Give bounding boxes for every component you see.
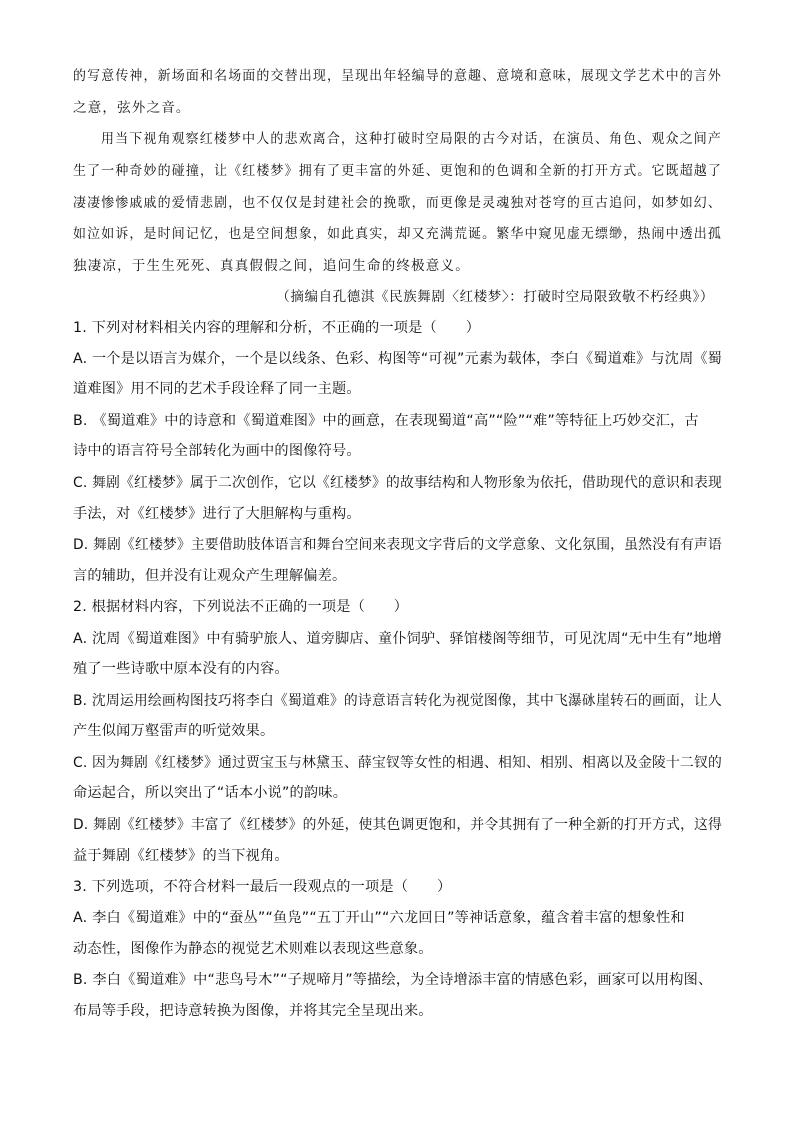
- q2-stem: 2. 根据材料内容，下列说法不正确的一项是（ ）: [73, 599, 409, 615]
- passage-p2-line-2: 生了一种奇妙的碰撞，让《红楼梦》拥有了更丰富的外延、更饱和的色调和全新的打开方式。它既超越了: [73, 163, 723, 179]
- q1-option-b-line-1: B. 《蜀道难》中的诗意和《蜀道难图》中的画意，在表现蜀道“高”“险”“难”等特征上巧妙交汇，古: [73, 413, 699, 429]
- passage-p2-line-4: 如泣如诉，是时间记忆，也是空间想象，如此真实，却又充满荒诞。繁华中窥见虚无缥缈，热闹中透出孤: [73, 226, 723, 242]
- passage-p2-line-5: 独凄凉，于生生死死、真真假假之间，追问生命的终极意义。: [73, 258, 470, 274]
- q1-option-c-line-2: 手法，对《红楼梦》进行了大胆解构与重构。: [73, 506, 361, 522]
- q3-option-b-line-2: 布局等手段，把诗意转换为图像，并将其完全呈现出来。: [73, 1003, 433, 1019]
- passage-p2-line-3: 凄凄惨惨戚戚的爱情悲剧，也不仅仅是封建社会的挽歌，而更像是灵魂独对苍穹的亘古追问，如梦如幻、: [73, 195, 723, 211]
- q2-option-b-line-2: 产生似闻万壑雷声的听觉效果。: [73, 723, 275, 739]
- q2-option-c-line-1: C. 因为舞剧《红楼梦》通过贾宝玉与林黛玉、薛宝钗等女性的相遇、相知、相别、相离以及金陵十二钗的: [73, 755, 723, 771]
- passage-p2-line-1: 用当下视角观察红楼梦中人的悲欢离合，这种打破时空局限的古今对话，在演员、角色、观众之间产: [101, 131, 723, 147]
- passage-p1-line-1: 的写意传神，新场面和名场面的交替出现，呈现出年轻编导的意趣、意境和意味，展现文学艺术中的言外: [73, 68, 723, 84]
- q3-option-a-line-1: A. 李白《蜀道难》中的“蚕丛”“鱼凫”“五丁开山”“六龙回日”等神话意象，蕴含着丰富的想象性和: [73, 910, 685, 926]
- passage-p1-line-2: 之意，弦外之音。: [73, 100, 191, 116]
- q2-option-b-line-1: B. 沈周运用绘画构图技巧将李白《蜀道难》的诗意语言转化为视觉图像，其中飞瀑砯崖转石的画面，让人: [73, 693, 722, 709]
- q1-option-a-line-2: 道难图》用不同的艺术手段诠释了同一主题。: [73, 381, 361, 397]
- q2-option-d-line-1: D. 舞剧《红楼梦》丰富了《红楼梦》的外延，使其色调更饱和，并令其拥有了一种全新的打开方式，这得: [73, 817, 723, 833]
- q2-option-a-line-1: A. 沈周《蜀道难图》中有骑驴旅人、道旁脚店、童仆饲驴、驿馆楼阁等细节，可见沈周“无中生有”地增: [73, 631, 722, 647]
- q3-option-b-line-1: B. 李白《蜀道难》中“悲鸟号木”“子规啼月”等描绘，为全诗增添丰富的情感色彩，画家可以用构图、: [73, 972, 713, 988]
- q1-option-d-line-2: 言的辅助，但并没有让观众产生理解偏差。: [73, 568, 347, 584]
- q2-option-d-line-2: 益于舞剧《红楼梦》的当下视角。: [73, 848, 289, 864]
- q1-option-d-line-1: D. 舞剧《红楼梦》主要借助肢体语言和舞台空间来表现文字背后的文学意象、文化氛围，虽然没有有声语: [73, 537, 723, 553]
- q2-option-a-line-2: 殖了一些诗歌中原本没有的内容。: [73, 661, 289, 677]
- q1-stem: 1. 下列对材料相关内容的理解和分析，不正确的一项是（ ）: [73, 320, 481, 336]
- q1-option-a-line-1: A. 一个是以语言为媒介，一个是以线条、色彩、构图等“可视”元素为载体，李白《蜀道难》与沈周《蜀: [73, 351, 722, 367]
- q1-option-b-line-2: 诗中的语言符号全部转化为画中的图像符号。: [73, 443, 361, 459]
- q3-stem: 3. 下列选项，不符合材料一最后一段观点的一项是（ ）: [73, 879, 452, 895]
- q2-option-c-line-2: 命运起合，所以突出了“话本小说”的韵味。: [73, 785, 348, 801]
- passage-source: （摘编自孔德淇《民族舞剧〈红楼梦〉：打破时空局限致敬不朽经典》）: [276, 289, 714, 305]
- q1-option-c-line-1: C. 舞剧《红楼梦》属于二次创作，它以《红楼梦》的故事结构和人物形象为依托，借助现代的意识和表现: [73, 475, 723, 491]
- q3-option-a-line-2: 动态性，图像作为静态的视觉艺术则难以表现这些意象。: [73, 941, 433, 957]
